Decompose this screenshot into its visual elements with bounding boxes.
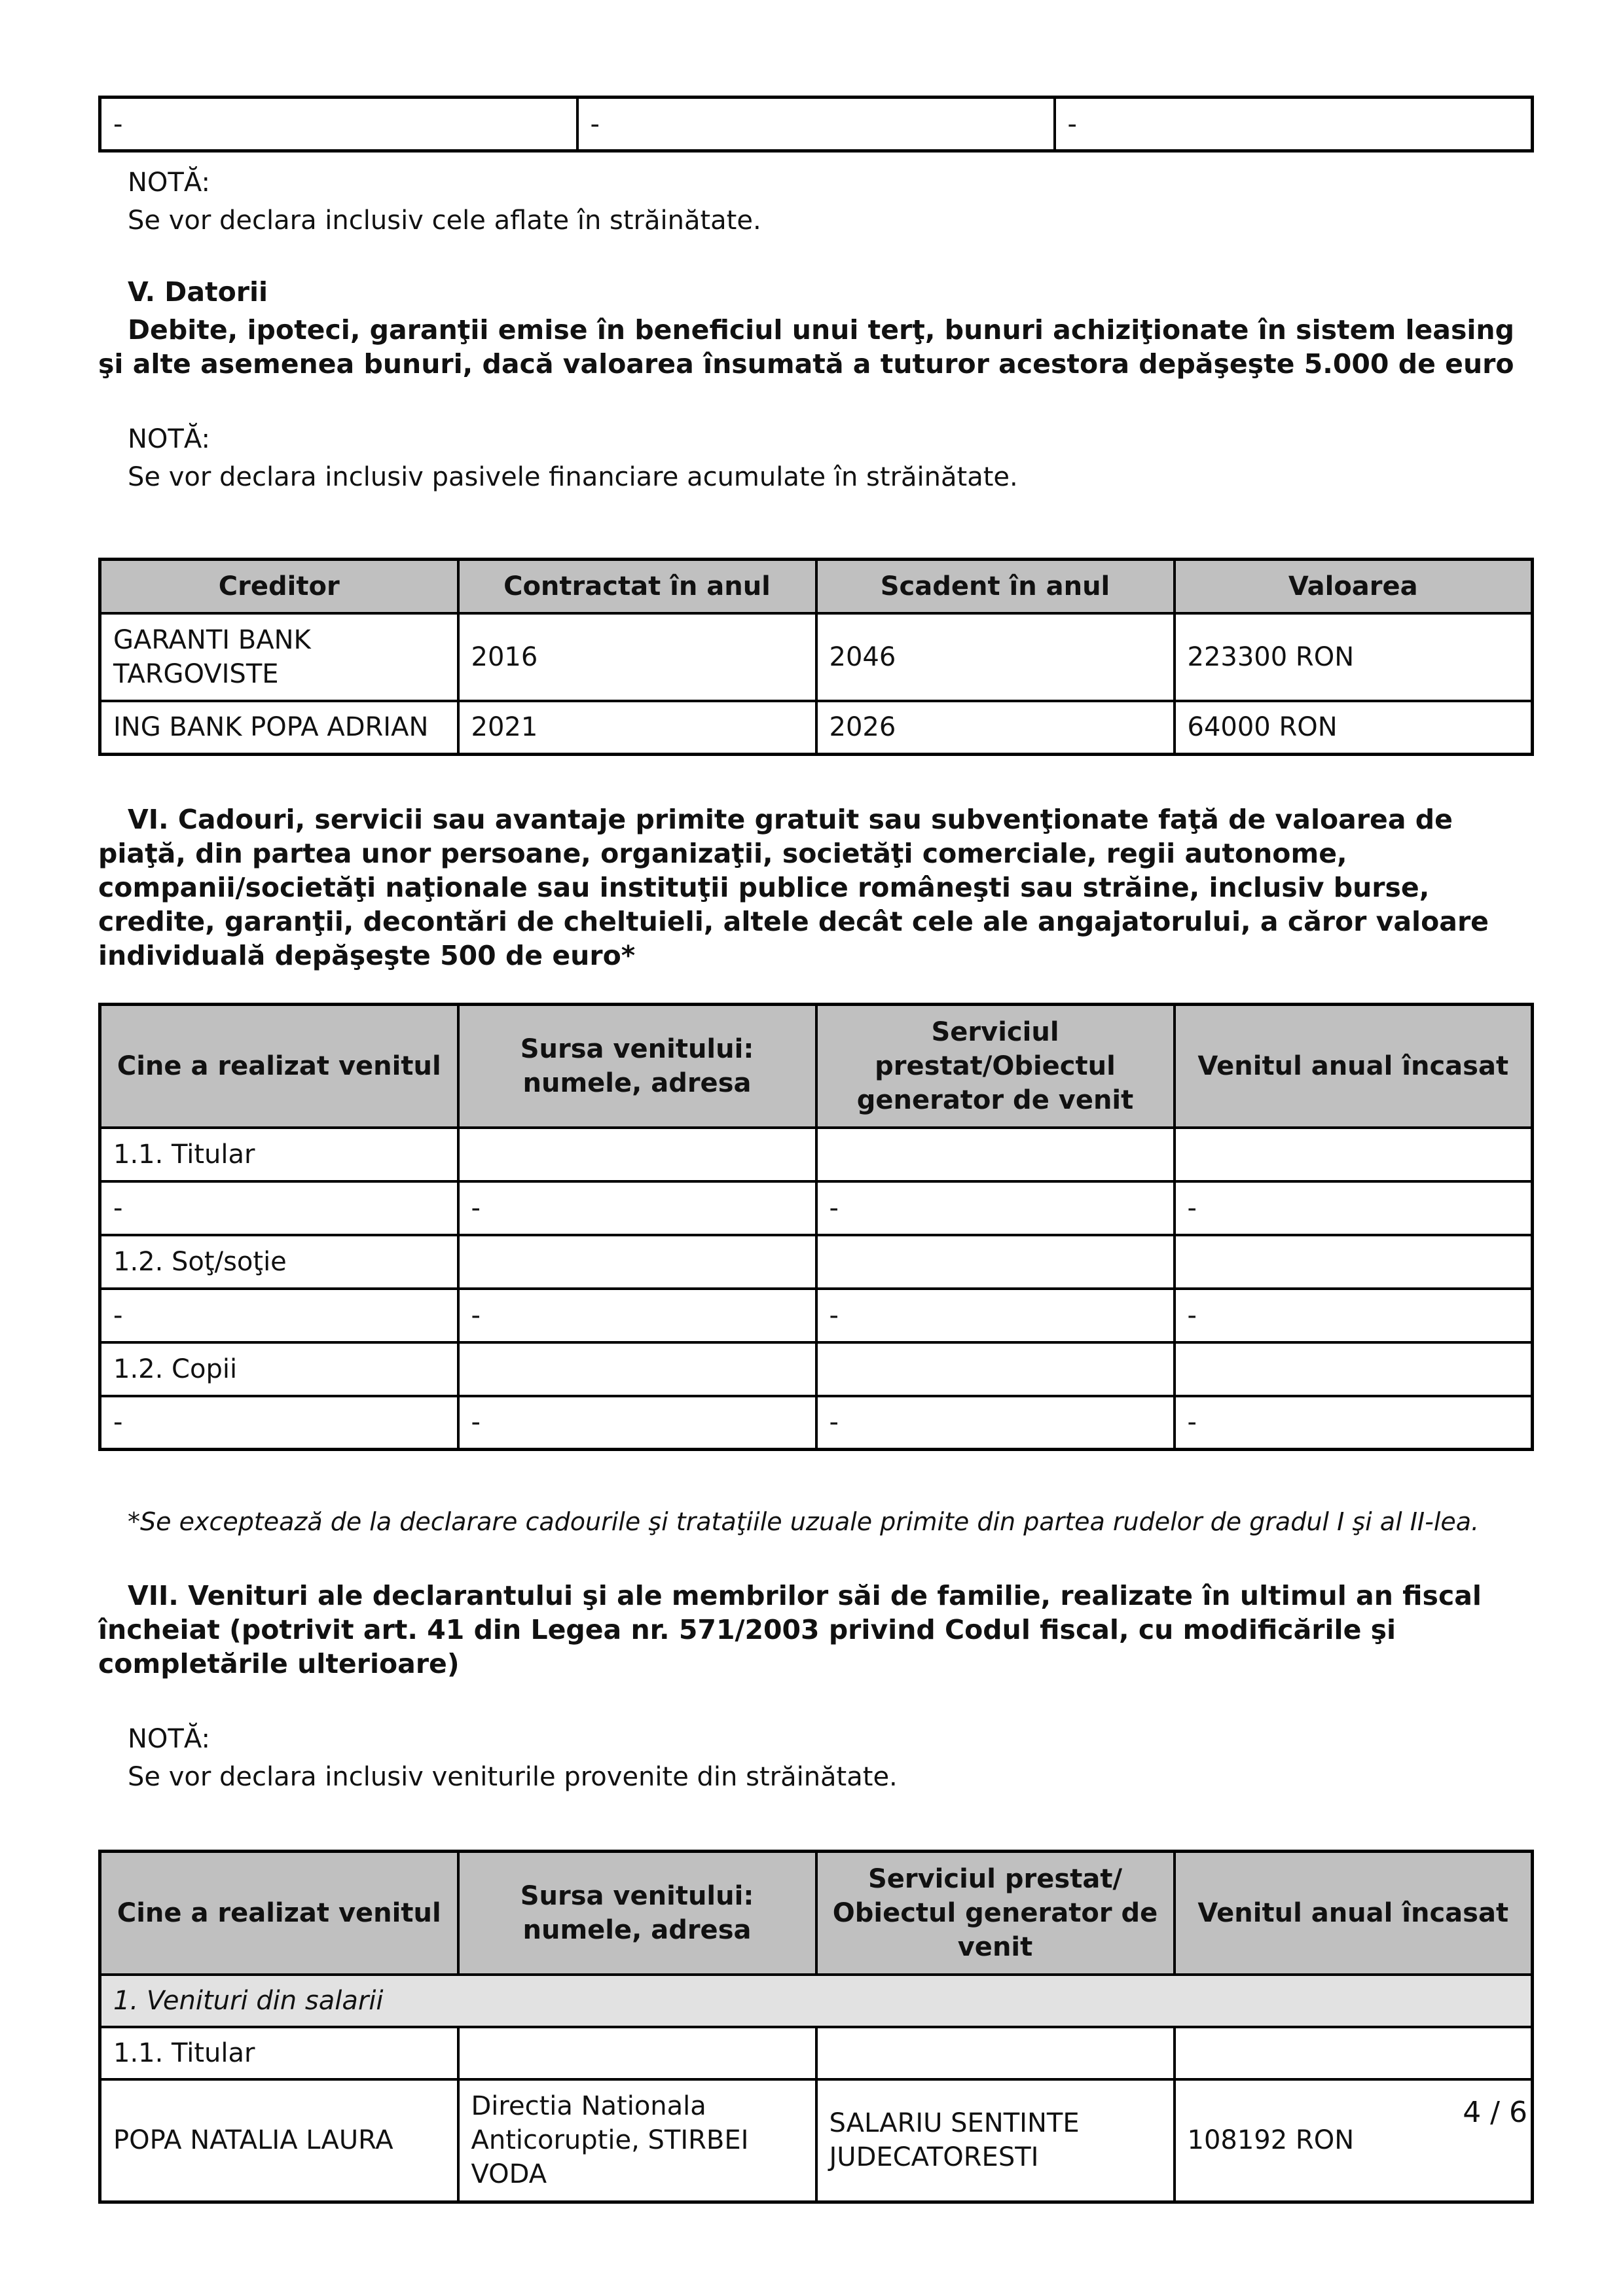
column-header: Serviciul prestat/ Obiectul generator de venit bbox=[816, 1852, 1175, 1975]
table-cell: POPA NATALIA LAURA bbox=[100, 2079, 458, 2202]
table-cell bbox=[458, 1235, 816, 1289]
table-cell bbox=[458, 1128, 816, 1181]
table-cell: - bbox=[577, 98, 1055, 151]
table-cell: - bbox=[458, 1181, 816, 1235]
column-header: Venitul anual încasat bbox=[1175, 1005, 1533, 1128]
column-header: Venitul anual încasat bbox=[1175, 1852, 1533, 1975]
table-row bbox=[100, 1342, 1533, 1396]
table-header-row bbox=[100, 560, 1533, 613]
table-row bbox=[100, 1181, 1533, 1235]
table-cell: - bbox=[1175, 1289, 1533, 1342]
table-row bbox=[100, 701, 1533, 755]
column-header: Contractat în anul bbox=[458, 560, 816, 613]
note-label: NOTĂ: bbox=[128, 424, 210, 454]
table-cell: - bbox=[458, 1289, 816, 1342]
note-text: Se vor declara inclusiv cele aflate în străinătate. bbox=[128, 206, 761, 236]
table-cell: - bbox=[816, 1289, 1175, 1342]
note-label: NOTĂ: bbox=[128, 1724, 210, 1754]
table-cell: - bbox=[816, 1181, 1175, 1235]
table-cell: 108192 RON bbox=[1175, 2079, 1533, 2202]
table-cell: 223300 RON bbox=[1175, 613, 1533, 701]
table-cell bbox=[1175, 1235, 1533, 1289]
note-label: NOTĂ: bbox=[128, 168, 210, 198]
table-cell bbox=[816, 1128, 1175, 1181]
column-header: Sursa venitului: numele, adresa bbox=[458, 1005, 816, 1128]
table-cell bbox=[1175, 2027, 1533, 2079]
section-vii-title: VII. Venituri ale declarantului şi ale membrilor săi de familie, realizate în ultimul an fiscal încheiat (potrivit art. 41 din Legea nr. 571/2003 privind Codul fiscal, cu modificările şi completările ulterioare) bbox=[98, 1580, 1482, 1679]
column-header: Scadent în anul bbox=[816, 560, 1175, 613]
column-header: Sursa venitului: numele, adresa bbox=[458, 1852, 816, 1975]
category-label: 1. Venituri din salarii bbox=[100, 1975, 1533, 2027]
table-cell: 2016 bbox=[458, 613, 816, 701]
table-cell: 2026 bbox=[816, 701, 1175, 755]
table-row bbox=[100, 98, 1533, 151]
table-cell bbox=[458, 1342, 816, 1396]
table-cell: 1.1. Titular bbox=[100, 2027, 458, 2079]
column-header: Valoarea bbox=[1175, 560, 1533, 613]
table-cell: - bbox=[1175, 1396, 1533, 1450]
table-cell: - bbox=[458, 1396, 816, 1450]
table-row bbox=[100, 1396, 1533, 1450]
table-cell: GARANTI BANK TARGOVISTE bbox=[100, 613, 458, 701]
table-cell bbox=[816, 1235, 1175, 1289]
table-cell: - bbox=[100, 1396, 458, 1450]
table-cell: - bbox=[1175, 1181, 1533, 1235]
page-number: 4 / 6 bbox=[1463, 2096, 1527, 2129]
table-cell: ING BANK POPA ADRIAN bbox=[100, 701, 458, 755]
gifts-table bbox=[98, 1003, 1534, 1451]
section-v-subtitle: Debite, ipoteci, garanţii emise în beneficiul unui terţ, bunuri achiziţionate în sistem leasing şi alte asemenea bunuri, dacă valoarea însumată a tuturor acestora depăşeşte 5.000 de euro bbox=[98, 314, 1514, 380]
table-cell: 1.2. Copii bbox=[100, 1342, 458, 1396]
table-subheader-row bbox=[100, 1975, 1533, 2027]
table-cell: - bbox=[816, 1396, 1175, 1450]
column-header: Serviciul prestat/Obiectul generator de venit bbox=[816, 1005, 1175, 1128]
column-header: Cine a realizat venitul bbox=[100, 1852, 458, 1975]
debts-table bbox=[98, 558, 1534, 756]
top-continuation-table bbox=[98, 96, 1534, 152]
table-cell: 1.2. Soţ/soţie bbox=[100, 1235, 458, 1289]
income-table bbox=[98, 1850, 1534, 2204]
table-cell: - bbox=[1055, 98, 1533, 151]
table-row bbox=[100, 1289, 1533, 1342]
table-cell bbox=[1175, 1342, 1533, 1396]
table-cell: - bbox=[100, 1181, 458, 1235]
table-cell: 2021 bbox=[458, 701, 816, 755]
note-text: Se vor declara inclusiv veniturile provenite din străinătate. bbox=[128, 1762, 898, 1792]
section-vi-title: VI. Cadouri, servicii sau avantaje primite gratuit sau subvenţionate faţă de valoarea de piaţă, din partea unor persoane, organizaţii, societăţi comerciale, regii autonome, companii/societăţi naţionale sau instituţii publice româneşti sau străine, inclusiv burse, credite, garanţii, decontări de cheltuieli, altele decât cele ale angajatorului, a căror valoare individuală depăşeşte 500 de euro* bbox=[98, 804, 1489, 971]
table-cell: 1.1. Titular bbox=[100, 1128, 458, 1181]
table-cell bbox=[1175, 1128, 1533, 1181]
table-header-row bbox=[100, 1852, 1533, 1975]
table-cell: Directia Nationala Anticoruptie, STIRBEI VODA bbox=[458, 2079, 816, 2202]
table-row bbox=[100, 2079, 1533, 2202]
gifts-footnote: *Se exceptează de la declarare cadourile şi trataţiile uzuale primite din partea rudelor de gradul I şi al II-lea. bbox=[128, 1507, 1480, 1536]
table-row bbox=[100, 1235, 1533, 1289]
table-cell bbox=[458, 2027, 816, 2079]
table-cell bbox=[816, 2027, 1175, 2079]
column-header: Creditor bbox=[100, 560, 458, 613]
table-cell: SALARIU SENTINTE JUDECATORESTI bbox=[816, 2079, 1175, 2202]
table-cell bbox=[816, 1342, 1175, 1396]
note-text: Se vor declara inclusiv pasivele financiare acumulate în străinătate. bbox=[128, 462, 1018, 492]
section-v-title: V. Datorii bbox=[128, 276, 268, 308]
table-cell: 2046 bbox=[816, 613, 1175, 701]
table-cell: 64000 RON bbox=[1175, 701, 1533, 755]
table-row bbox=[100, 613, 1533, 701]
table-row bbox=[100, 1128, 1533, 1181]
table-header-row bbox=[100, 1005, 1533, 1128]
table-row bbox=[100, 2027, 1533, 2079]
table-cell: - bbox=[100, 98, 577, 151]
table-cell: - bbox=[100, 1289, 458, 1342]
column-header: Cine a realizat venitul bbox=[100, 1005, 458, 1128]
